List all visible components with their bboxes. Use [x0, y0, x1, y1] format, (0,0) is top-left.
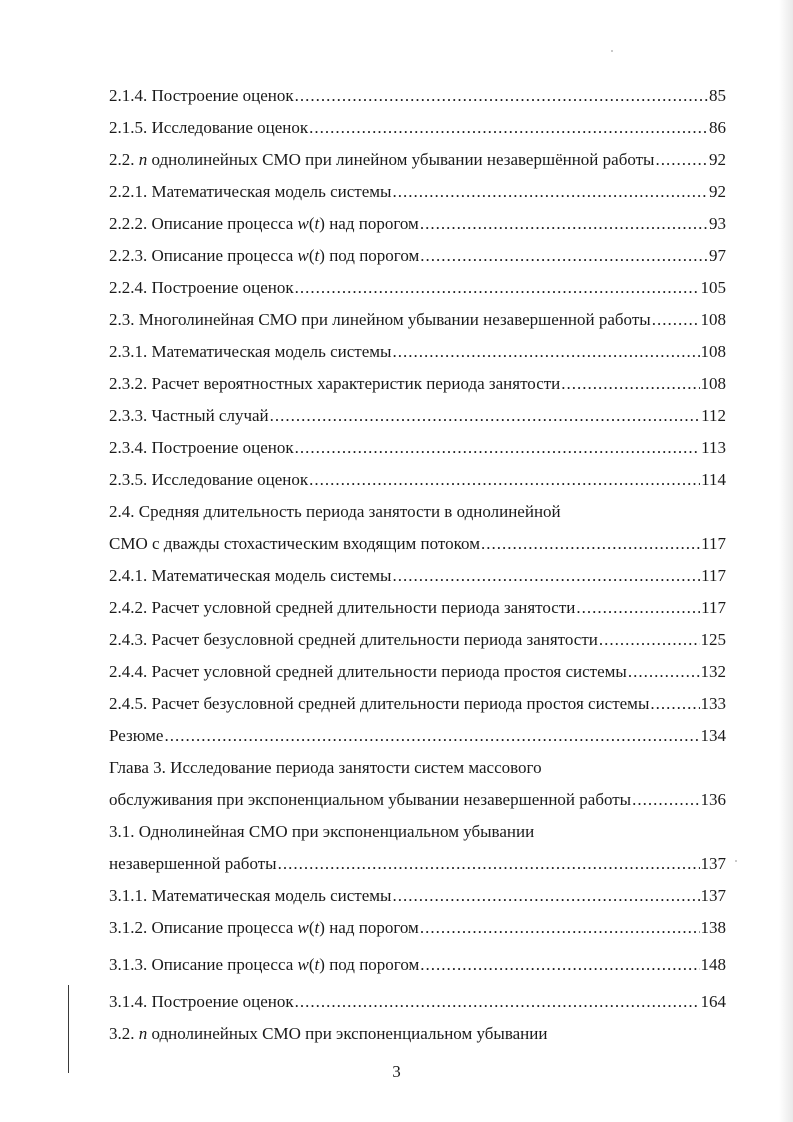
toc-entry-page: 117 — [701, 598, 726, 617]
toc-entry-title: обслуживания при экспоненциальном убывании незавершенной работы — [109, 790, 632, 809]
toc-leader-dots — [628, 661, 700, 683]
toc-entry — [109, 533, 726, 565]
toc-leader-dots — [655, 149, 708, 171]
toc-entry-title: 3.1. Однолинейная СМО при экспоненциальном убывании — [109, 822, 535, 841]
toc-entry-title: 2.1.4. Построение оценок — [109, 86, 294, 105]
toc-entry — [109, 757, 726, 789]
toc-entry-page: 138 — [700, 918, 726, 937]
toc-entry-title: 2.2.3. Описание процесса w(t) под порогом — [109, 246, 420, 265]
toc-entry-page: 92 — [709, 150, 726, 169]
toc-entry-page: 164 — [700, 992, 726, 1011]
toc-entry — [109, 725, 726, 757]
toc-leader-dots — [278, 853, 700, 875]
toc-leader-dots — [599, 629, 700, 651]
toc-entry-title: СМО с дважды стохастическим входящим потоком — [109, 534, 480, 553]
toc-entry-title: 3.1.1. Математическая модель системы — [109, 886, 392, 905]
toc-entry — [109, 661, 726, 693]
margin-line — [68, 985, 69, 1073]
toc-entry — [109, 1023, 726, 1055]
toc-entry-title: 2.3.3. Частный случай — [109, 406, 269, 425]
scan-speck — [611, 50, 613, 52]
toc-entry-page: 148 — [700, 955, 726, 974]
toc-entry — [109, 821, 726, 853]
toc-entry-page: 112 — [701, 406, 726, 425]
toc-entry — [109, 309, 726, 341]
toc-entry-title: 2.2.2. Описание процесса w(t) над порогом — [109, 214, 419, 233]
toc-entry-title: 2.4. Средняя длительность периода занятости в однолинейной — [109, 502, 561, 521]
toc-entry — [109, 245, 726, 277]
toc-leader-dots — [295, 277, 700, 299]
toc-entry-page: 136 — [700, 790, 726, 809]
toc-entry — [109, 85, 726, 117]
toc-entry-page: 93 — [709, 214, 726, 233]
toc-entry-title: 2.1.5. Исследование оценок — [109, 118, 309, 137]
toc-entry — [109, 789, 726, 821]
toc-entry — [109, 853, 726, 885]
toc-entry-page: 113 — [701, 438, 726, 457]
toc-entry-page: 105 — [700, 278, 726, 297]
toc-entry — [109, 117, 726, 149]
toc-entry-page: 125 — [700, 630, 726, 649]
toc-entry-page: 108 — [700, 374, 726, 393]
toc-entry-title: 2.3.4. Построение оценок — [109, 438, 294, 457]
toc-entry-page: 117 — [701, 566, 726, 585]
toc-entry-page: 114 — [701, 470, 726, 489]
toc-leader-dots — [652, 309, 700, 331]
toc-entry-page: 97 — [709, 246, 726, 265]
toc-entry-title: 2.4.4. Расчет условной средней длительности периода простоя системы — [109, 662, 627, 681]
toc-leader-dots — [309, 117, 708, 139]
toc-entry-title: 2.2.4. Построение оценок — [109, 278, 294, 297]
toc-entry-title: 2.3.5. Исследование оценок — [109, 470, 309, 489]
toc-leader-dots — [309, 469, 700, 491]
toc-entry — [109, 181, 726, 213]
toc-entry-title: 2.4.5. Расчет безусловной средней длительности периода простоя системы — [109, 694, 650, 713]
toc-entry-page: 137 — [700, 854, 726, 873]
toc-entry-page: 134 — [700, 726, 726, 745]
toc-entry — [109, 565, 726, 597]
toc-entry-page: 85 — [709, 86, 726, 105]
toc-entry-title: 2.4.3. Расчет безусловной средней длительности периода занятости — [109, 630, 598, 649]
toc-entry-page: 108 — [700, 310, 726, 329]
toc-entry-title: 2.2. n однолинейных СМО при линейном убывании незавершённой работы — [109, 150, 655, 169]
page-number: 3 — [392, 1062, 401, 1081]
toc-entry-title: 2.4.2. Расчет условной средней длительности периода занятости — [109, 598, 576, 617]
toc-entry — [109, 277, 726, 309]
toc-leader-dots — [392, 341, 699, 363]
toc-entry-title: 2.4.1. Математическая модель системы — [109, 566, 392, 585]
toc-entry-title: Резюме — [109, 726, 164, 745]
toc-entry — [109, 629, 726, 661]
toc-entry — [109, 437, 726, 469]
toc-entry-title: 3.2. n однолинейных СМО при экспоненциальном убывании — [109, 1024, 548, 1043]
toc-leader-dots — [420, 213, 708, 235]
toc-entry-title: 2.3.2. Расчет вероятностных характеристик периода занятости — [109, 374, 561, 393]
toc-entry-page: 132 — [700, 662, 726, 681]
toc-leader-dots — [295, 85, 708, 107]
toc-leader-dots — [295, 437, 700, 459]
toc-entry-page: 137 — [700, 886, 726, 905]
toc-entry-title: 2.3. Многолинейная СМО при линейном убывании незавершенной работы — [109, 310, 651, 329]
toc-entry-title: 3.1.2. Описание процесса w(t) над порогом — [109, 918, 419, 937]
toc-leader-dots — [650, 693, 699, 715]
toc-entry — [109, 597, 726, 629]
toc-leader-dots — [420, 954, 699, 976]
scan-edge-shadow — [779, 0, 793, 1122]
toc-entry — [109, 501, 726, 533]
toc-leader-dots — [576, 597, 700, 619]
toc-leader-dots — [481, 533, 700, 555]
toc-leader-dots — [164, 725, 699, 747]
toc-leader-dots — [561, 373, 699, 395]
toc-entry-page: 117 — [701, 534, 726, 553]
toc-entry-page: 133 — [700, 694, 726, 713]
toc-entry — [109, 693, 726, 725]
toc-entry-title: 3.1.3. Описание процесса w(t) под порогом — [109, 955, 420, 974]
toc-entry — [109, 954, 726, 991]
toc-leader-dots — [420, 917, 700, 939]
toc-entry — [109, 213, 726, 245]
table-of-contents — [109, 85, 726, 1055]
toc-entry — [109, 405, 726, 437]
toc-leader-dots — [270, 405, 700, 427]
toc-entry — [109, 991, 726, 1023]
toc-leader-dots — [392, 181, 708, 203]
toc-entry-title: 2.3.1. Математическая модель системы — [109, 342, 392, 361]
toc-entry-title: незавершенной работы — [109, 854, 277, 873]
toc-entry-page: 86 — [709, 118, 726, 137]
toc-entry-title: 2.2.1. Математическая модель системы — [109, 182, 392, 201]
toc-entry-page: 108 — [700, 342, 726, 361]
toc-entry — [109, 917, 726, 954]
toc-entry — [109, 149, 726, 181]
toc-entry — [109, 885, 726, 917]
toc-entry-page: 92 — [709, 182, 726, 201]
toc-leader-dots — [392, 565, 700, 587]
toc-entry-title: Глава 3. Исследование периода занятости систем массового — [109, 758, 542, 777]
toc-entry — [109, 373, 726, 405]
toc-leader-dots — [392, 885, 699, 907]
toc-leader-dots — [420, 245, 708, 267]
toc-leader-dots — [295, 991, 700, 1013]
scan-speck — [735, 860, 737, 862]
toc-leader-dots — [632, 789, 699, 811]
toc-entry — [109, 469, 726, 501]
toc-entry — [109, 341, 726, 373]
toc-entry-title: 3.1.4. Построение оценок — [109, 992, 294, 1011]
